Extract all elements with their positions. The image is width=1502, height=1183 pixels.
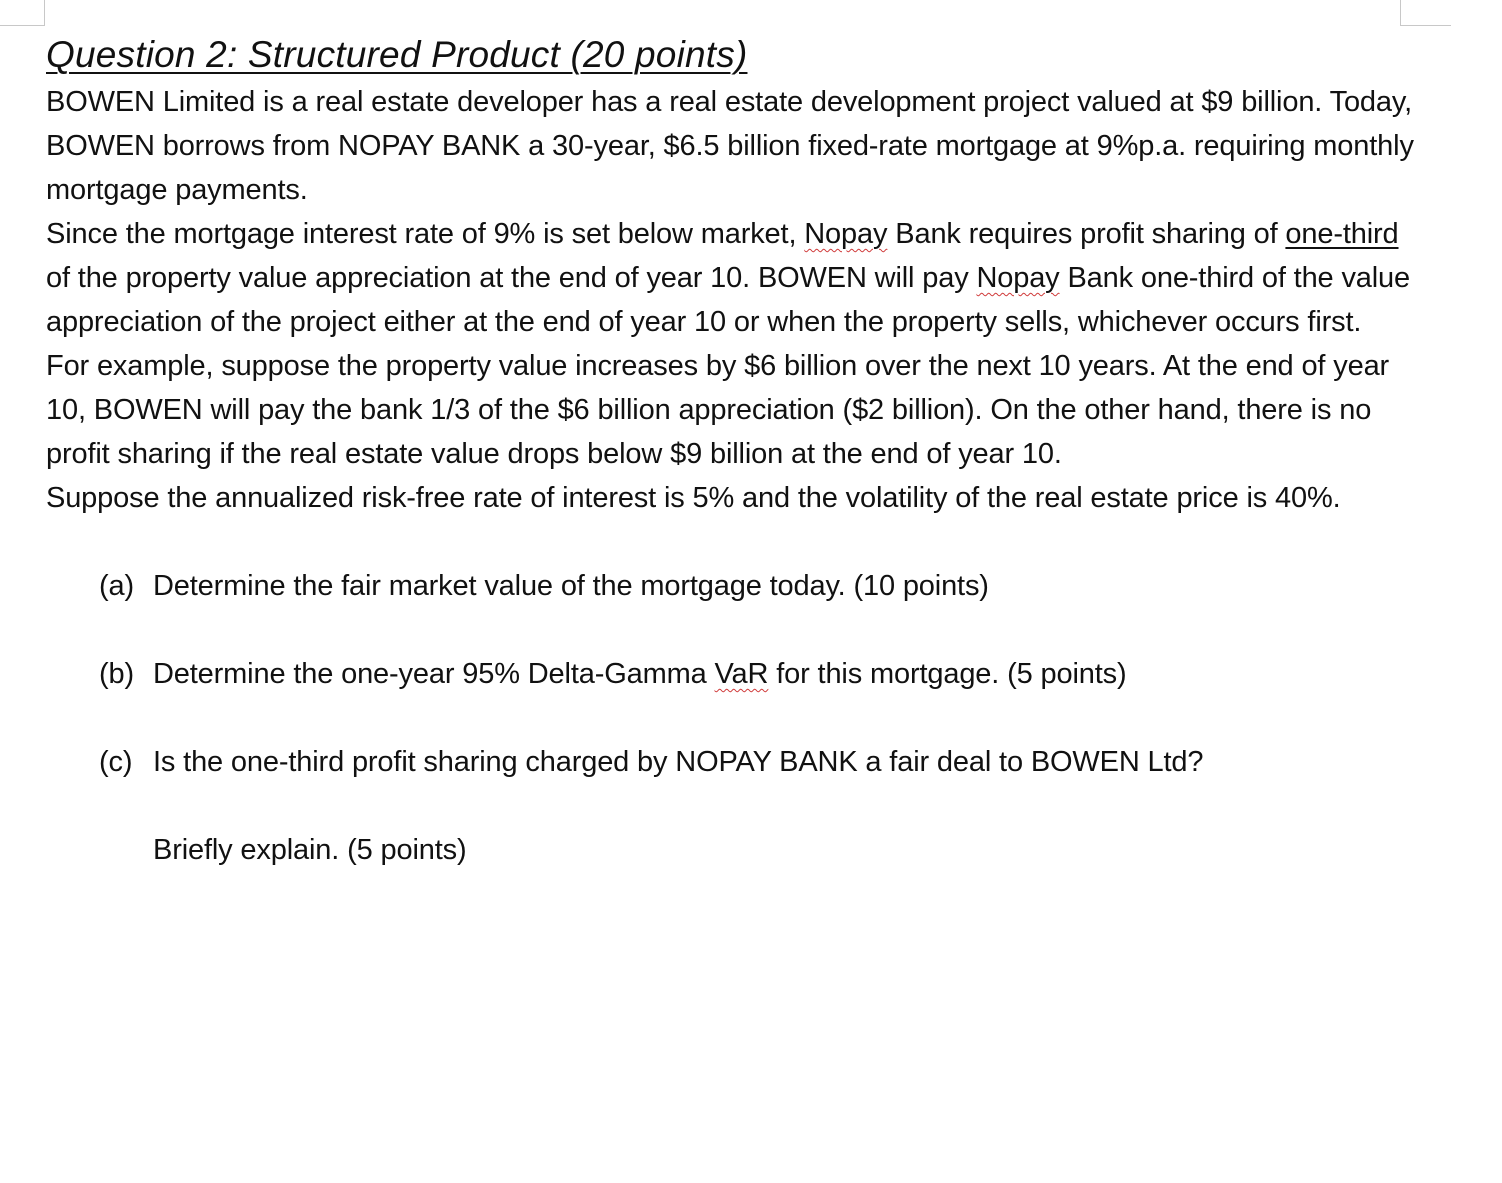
question-text: Is the one-third profit sharing charged by NOPAY BANK a fair deal to BOWEN Ltd? <box>153 746 1204 778</box>
question-item-c <box>46 740 1426 872</box>
document-body <box>46 30 1426 872</box>
underlined-text: one-third <box>1285 218 1399 250</box>
question-continuation: Briefly explain. (5 points) <box>153 834 467 866</box>
question-item-a <box>46 564 1426 608</box>
text-run: Bank one-third of the value appreciation of the project either at the end of year 10 or when the property sells, whichever occurs first. <box>46 262 1411 338</box>
question-label: (a) <box>99 570 134 602</box>
spellcheck-word: Nopay <box>976 262 1060 294</box>
page-corner-marker-left <box>0 0 45 26</box>
question-item-b <box>46 652 1426 696</box>
question-label: (c) <box>99 746 133 778</box>
text-run: Bank requires profit sharing of <box>887 218 1286 250</box>
page-corner-marker-right <box>1400 0 1451 26</box>
text-run: of the property value appreciation at the end of year 10. BOWEN will pay <box>46 262 977 294</box>
paragraph-profit-sharing <box>46 212 1426 344</box>
text-run: for this mortgage. (5 points) <box>768 658 1127 690</box>
text-run: Since the mortgage interest rate of 9% is set below market, <box>46 218 805 250</box>
paragraph-intro: BOWEN Limited is a real estate developer has a real estate development project valued at $9 billion. Today, BOWEN borrows from NOPAY BANK a 30-year, $6.5 billion fixed-rate mortgage at 9%p.a. requiring monthly mortgage payments. <box>46 86 1414 206</box>
question-label: (b) <box>99 658 134 690</box>
question-text: Determine the fair market value of the mortgage today. (10 points) <box>153 570 989 602</box>
spellcheck-word: Nopay <box>804 218 888 250</box>
text-run: Determine the one-year 95% Delta-Gamma <box>153 658 715 690</box>
paragraph-example: For example, suppose the property value increases by $6 billion over the next 10 years. At the end of year 10, BOWEN will pay the bank 1/3 of the $6 billion appreciation ($2 billion). On the other hand, there is no profit sharing if the real estate value drops below $9 billion at the end of year 10. <box>46 350 1390 470</box>
question-list <box>46 564 1426 872</box>
paragraph-assumptions: Suppose the annualized risk-free rate of interest is 5% and the volatility of the real estate price is 40%. <box>46 482 1341 514</box>
question-title: Question 2: Structured Product (20 points) <box>46 34 748 75</box>
question-text <box>153 658 1126 690</box>
spellcheck-word: VaR <box>714 658 769 690</box>
